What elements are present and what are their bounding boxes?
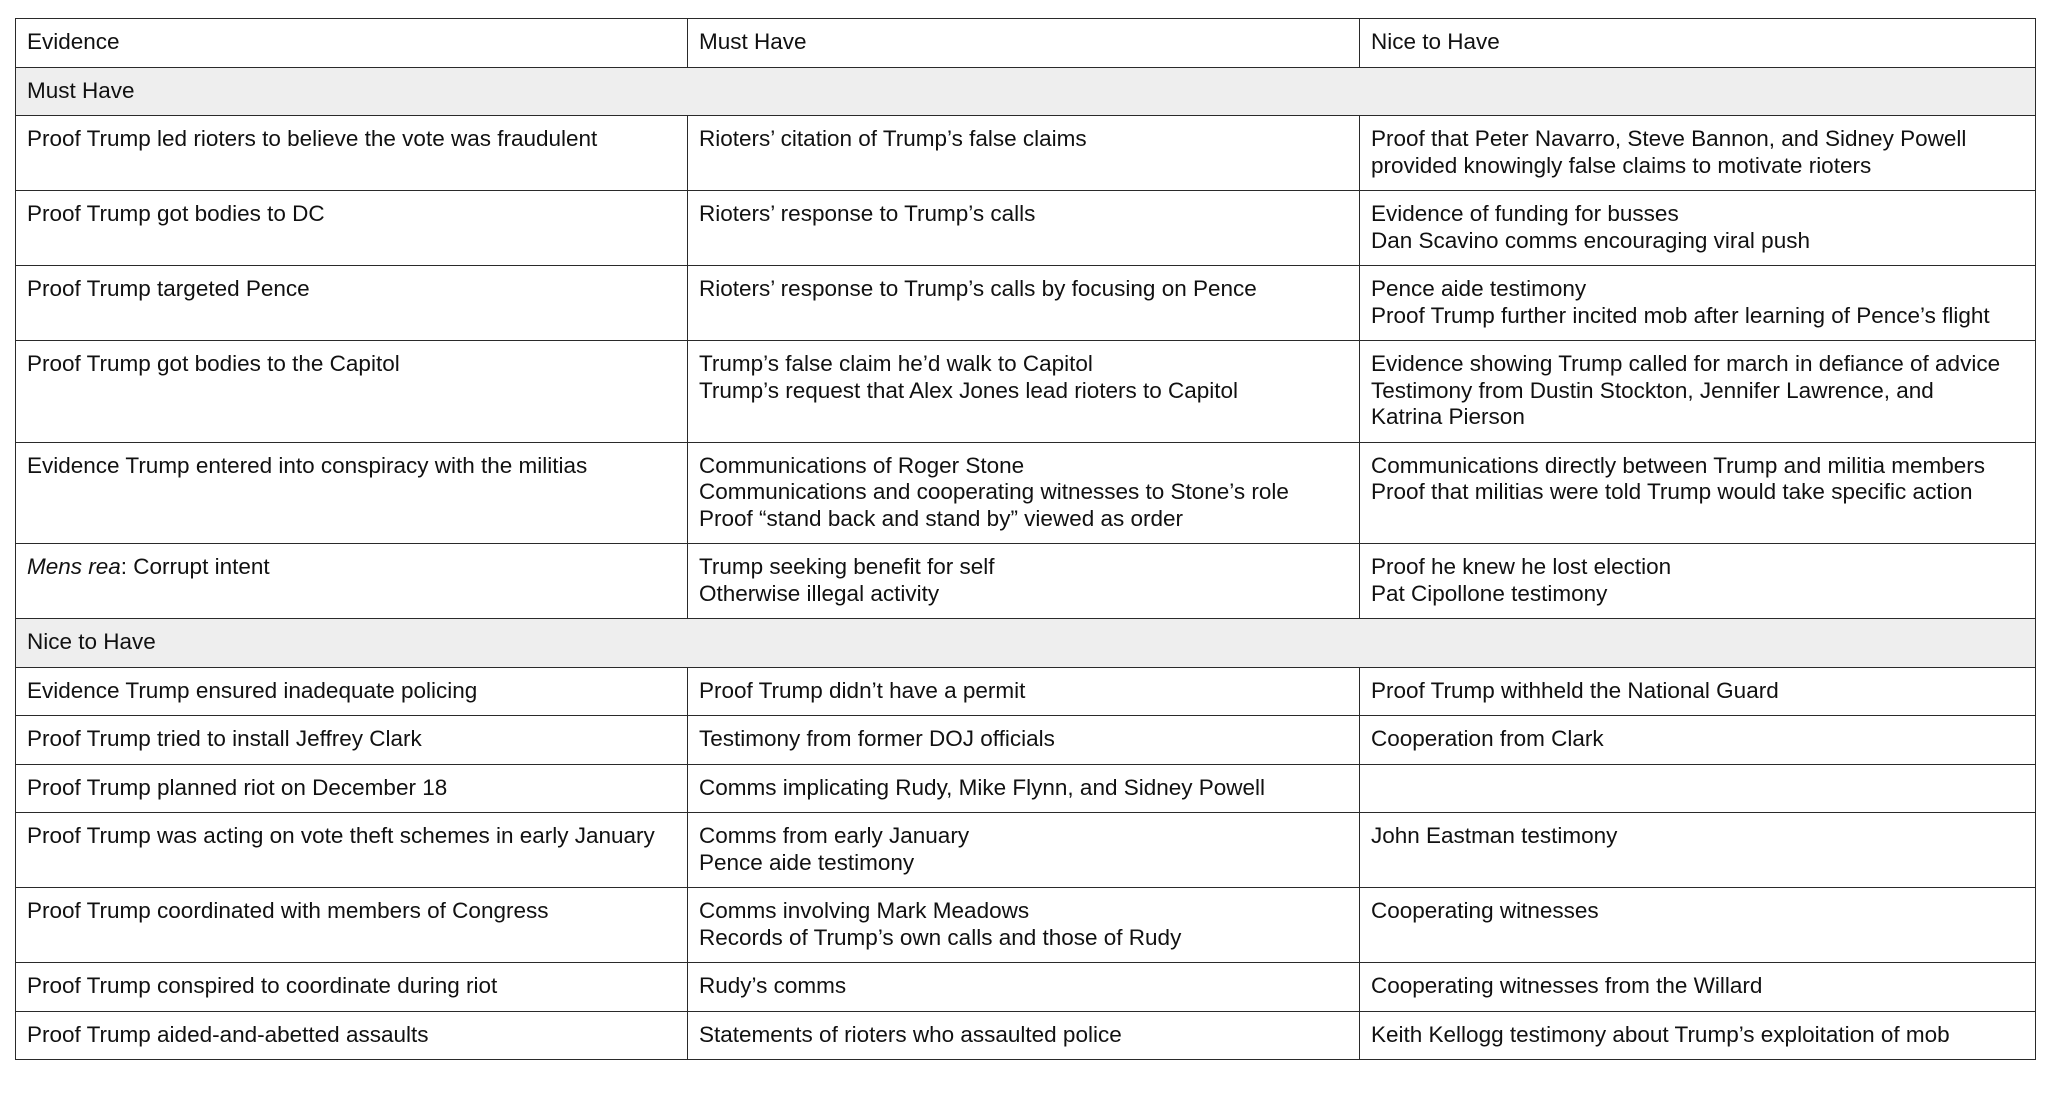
must-have-text: Comms from early January bbox=[699, 823, 970, 848]
section-title: Nice to Have bbox=[16, 619, 2036, 668]
must-have-cell bbox=[688, 266, 1360, 341]
nice-to-have-cell bbox=[1360, 1011, 2036, 1060]
table-row bbox=[16, 116, 2036, 191]
nice-to-have-cell bbox=[1360, 544, 2036, 619]
must-have-cell bbox=[688, 764, 1360, 813]
evidence-text: Proof Trump planned riot on December 18 bbox=[27, 774, 448, 800]
must-have-text: Trump’s false claim he’d walk to Capitol bbox=[699, 351, 1093, 376]
table-row bbox=[16, 716, 2036, 765]
evidence-text: Evidence Trump ensured inadequate policing bbox=[27, 677, 478, 703]
evidence-text: Proof Trump was acting on vote theft schemes in early January bbox=[27, 823, 655, 848]
nice-to-have-cell bbox=[1360, 963, 2036, 1012]
nice-to-have-text: Pat Cipollone testimony bbox=[1371, 580, 1608, 606]
nice-to-have-text: Proof that Peter Navarro, Steve Bannon, and Sidney Powell bbox=[1371, 126, 1967, 151]
must-have-text: Testimony from former DOJ officials bbox=[699, 726, 1055, 751]
nice-to-have-text: Testimony from Dustin Stockton, Jennifer Lawrence, and bbox=[1371, 377, 1934, 403]
table-row bbox=[16, 266, 2036, 341]
must-have-text: Trump seeking benefit for self bbox=[699, 554, 995, 579]
table-row bbox=[16, 888, 2036, 963]
evidence-text: Proof Trump conspired to coordinate during riot bbox=[27, 973, 498, 998]
nice-to-have-cell bbox=[1360, 116, 2036, 191]
header-row bbox=[16, 19, 2036, 68]
table-row bbox=[16, 544, 2036, 619]
must-have-cell bbox=[688, 116, 1360, 191]
nice-to-have-cell bbox=[1360, 764, 2036, 813]
table-row bbox=[16, 667, 2036, 716]
evidence-text: Proof Trump got bodies to the Capitol bbox=[27, 351, 400, 376]
evidence-cell bbox=[16, 888, 688, 963]
nice-to-have-text: Cooperation from Clark bbox=[1371, 726, 1604, 751]
evidence-cell bbox=[16, 266, 688, 341]
must-have-cell bbox=[688, 888, 1360, 963]
must-have-text: Comms involving Mark Meadows bbox=[699, 898, 1030, 923]
table-row bbox=[16, 813, 2036, 888]
evidence-cell bbox=[16, 764, 688, 813]
must-have-text: Proof “stand back and stand by” viewed as order bbox=[699, 505, 1184, 531]
evidence-cell bbox=[16, 544, 688, 619]
must-have-cell bbox=[688, 667, 1360, 716]
evidence-text: Proof Trump aided-and-abetted assaults bbox=[27, 1021, 429, 1047]
evidence-cell bbox=[16, 442, 688, 544]
must-have-text: Trump’s request that Alex Jones lead rioters to Capitol bbox=[699, 377, 1239, 403]
evidence-text: Proof Trump coordinated with members of Congress bbox=[27, 898, 549, 923]
evidence-cell bbox=[16, 341, 688, 443]
evidence-text bbox=[27, 554, 676, 581]
evidence-table bbox=[15, 18, 2036, 1060]
mens-rea-term: Mens rea bbox=[27, 554, 121, 579]
nice-to-have-text: Proof Trump further incited mob after learning of Pence’s flight bbox=[1371, 302, 1990, 328]
must-have-cell bbox=[688, 191, 1360, 266]
table-row bbox=[16, 442, 2036, 544]
header-nice-to-have: Nice to Have bbox=[1360, 19, 2036, 68]
nice-to-have-cell bbox=[1360, 813, 2036, 888]
must-have-text: Records of Trump’s own calls and those of Rudy bbox=[699, 924, 1182, 950]
evidence-cell bbox=[16, 116, 688, 191]
must-have-text: Rioters’ response to Trump’s calls by focusing on Pence bbox=[699, 276, 1257, 301]
must-have-text: Comms implicating Rudy, Mike Flynn, and Sidney Powell bbox=[699, 774, 1266, 800]
must-have-cell bbox=[688, 1011, 1360, 1060]
header-must-have: Must Have bbox=[688, 19, 1360, 68]
nice-to-have-cell bbox=[1360, 191, 2036, 266]
nice-to-have-text: Cooperating witnesses bbox=[1371, 898, 1599, 923]
mens-rea-description: : Corrupt intent bbox=[120, 554, 270, 579]
evidence-text: Evidence Trump entered into conspiracy with the militias bbox=[27, 452, 588, 478]
nice-to-have-cell bbox=[1360, 442, 2036, 544]
must-have-cell bbox=[688, 716, 1360, 765]
must-have-cell bbox=[688, 963, 1360, 1012]
evidence-cell bbox=[16, 963, 688, 1012]
must-have-text: Rudy’s comms bbox=[699, 973, 847, 998]
must-have-text: Pence aide testimony bbox=[699, 849, 915, 875]
nice-to-have-text: provided knowingly false claims to motivate rioters bbox=[1371, 152, 1872, 178]
must-have-text: Otherwise illegal activity bbox=[699, 580, 940, 606]
nice-to-have-text: John Eastman testimony bbox=[1371, 823, 1618, 848]
must-have-text: Rioters’ response to Trump’s calls bbox=[699, 201, 1036, 226]
nice-to-have-cell bbox=[1360, 888, 2036, 963]
table-row bbox=[16, 341, 2036, 443]
evidence-text: Proof Trump tried to install Jeffrey Clark bbox=[27, 726, 422, 751]
nice-to-have-cell bbox=[1360, 266, 2036, 341]
nice-to-have-text: Evidence of funding for busses bbox=[1371, 201, 1679, 226]
evidence-text: Proof Trump targeted Pence bbox=[27, 276, 310, 301]
must-have-text: Rioters’ citation of Trump’s false claims bbox=[699, 126, 1087, 151]
evidence-cell bbox=[16, 191, 688, 266]
header-evidence: Evidence bbox=[16, 19, 688, 68]
must-have-cell bbox=[688, 544, 1360, 619]
evidence-text: Proof Trump got bodies to DC bbox=[27, 201, 325, 226]
nice-to-have-text: Cooperating witnesses from the Willard bbox=[1371, 973, 1763, 998]
must-have-text: Communications of Roger Stone bbox=[699, 452, 1025, 478]
evidence-cell bbox=[16, 1011, 688, 1060]
evidence-cell bbox=[16, 813, 688, 888]
nice-to-have-text: Proof he knew he lost election bbox=[1371, 554, 1672, 579]
must-have-text: Proof Trump didn’t have a permit bbox=[699, 677, 1026, 703]
nice-to-have-text: Pence aide testimony bbox=[1371, 276, 1587, 301]
section-title: Must Have bbox=[16, 67, 2036, 116]
section-row-must-have bbox=[16, 67, 2036, 116]
nice-to-have-cell bbox=[1360, 667, 2036, 716]
must-have-cell bbox=[688, 341, 1360, 443]
must-have-cell bbox=[688, 813, 1360, 888]
nice-to-have-text: Dan Scavino comms encouraging viral push bbox=[1371, 227, 1810, 253]
must-have-text: Statements of rioters who assaulted police bbox=[699, 1021, 1122, 1047]
evidence-text: Proof Trump led rioters to believe the vote was fraudulent bbox=[27, 126, 598, 151]
table-row bbox=[16, 963, 2036, 1012]
nice-to-have-text: Communications directly between Trump and militia members bbox=[1371, 452, 1985, 478]
nice-to-have-text: Proof that militias were told Trump would take specific action bbox=[1371, 479, 1973, 504]
table-row bbox=[16, 1011, 2036, 1060]
section-row-nice-to-have bbox=[16, 619, 2036, 668]
must-have-cell bbox=[688, 442, 1360, 544]
nice-to-have-cell bbox=[1360, 341, 2036, 443]
evidence-cell bbox=[16, 716, 688, 765]
nice-to-have-text: Evidence showing Trump called for march in defiance of advice bbox=[1371, 351, 2001, 376]
evidence-cell bbox=[16, 667, 688, 716]
table-row bbox=[16, 764, 2036, 813]
table-row bbox=[16, 191, 2036, 266]
nice-to-have-text: Katrina Pierson bbox=[1371, 404, 1525, 429]
nice-to-have-text: Keith Kellogg testimony about Trump’s exploitation of mob bbox=[1371, 1021, 1950, 1047]
nice-to-have-text: Proof Trump withheld the National Guard bbox=[1371, 677, 1779, 703]
must-have-text: Communications and cooperating witnesses to Stone’s role bbox=[699, 479, 1289, 504]
nice-to-have-cell bbox=[1360, 716, 2036, 765]
